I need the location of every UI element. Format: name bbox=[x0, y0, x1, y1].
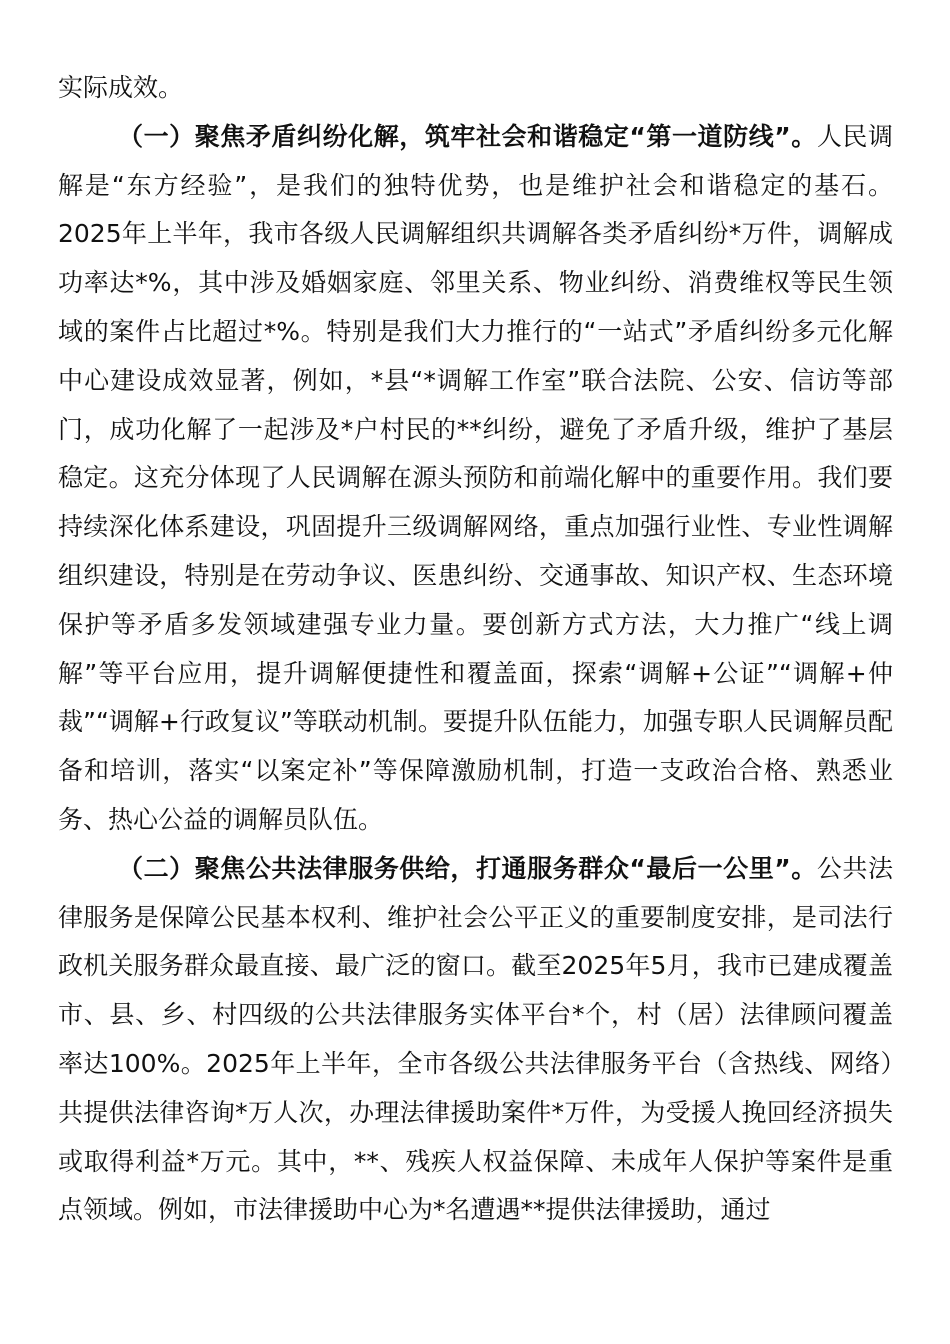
section-two-paragraph bbox=[58, 845, 893, 1235]
section-one-heading: （一）聚焦矛盾纠纷化解，筑牢社会和谐稳定“第一道防线”。 bbox=[118, 121, 817, 151]
paragraph-continuation bbox=[58, 64, 893, 113]
section-two-heading: （二）聚焦公共法律服务供给，打通服务群众“最后一公里”。 bbox=[118, 853, 817, 883]
document-page bbox=[58, 64, 893, 1235]
section-one-paragraph bbox=[58, 113, 893, 845]
section-two-body: 公共法律服务是保障公民基本权利、维护社会公平正义的重要制度安排，是司法行政机关服务群众最直接、最广泛的窗口。截至2025年5月，我市已建成覆盖市、县、乡、村四级的公共法律服务实体平台*个，村（居）法律顾问覆盖率达100%。2025年上半年，全市各级公共法律服务平台（含热线、网络）共提供法律咨询*万人次，办理法律援助案件*万件，为受援人挽回经济损失或取得利益*万元。其中，**、残疾人权益保障、未成年人保护等案件是重点领域。例如，市法律援助中心为*名遭遇**提供法律援助，通过 bbox=[58, 853, 893, 1225]
paragraph-body: 实际成效。 bbox=[58, 73, 184, 102]
section-one-body: 人民调解是“东方经验”，是我们的独特优势，也是维护社会和谐稳定的基石。2025年上半年，我市各级人民调解组织共调解各类矛盾纠纷*万件，调解成功率达*%，其中涉及婚姻家庭、邻里关系、物业纠纷、消费维权等民生领域的案件占比超过*%。特别是我们大力推行的“一站式”矛盾纠纷多元化解中心建设成效显著，例如，*县“*调解工作室”联合法院、公安、信访等部门，成功化解了一起涉及*户村民的**纠纷，避免了矛盾升级，维护了基层稳定。这充分体现了人民调解在源头预防和前端化解中的重要作用。我们要持续深化体系建设，巩固提升三级调解网络，重点加强行业性、专业性调解组织建设，特别是在劳动争议、医患纠纷、交通事故、知识产权、生态环境保护等矛盾多发领域建强专业力量。要创新方式方法，大力推广“线上调解”等平台应用，提升调解便捷性和覆盖面，探索“调解+公证”“调解+仲裁”“调解+行政复议”等联动机制。要提升队伍能力，加强专职人民调解员配备和培训，落实“以案定补”等保障激励机制，打造一支政治合格、熟悉业务、热心公益的调解员队伍。 bbox=[58, 121, 893, 834]
